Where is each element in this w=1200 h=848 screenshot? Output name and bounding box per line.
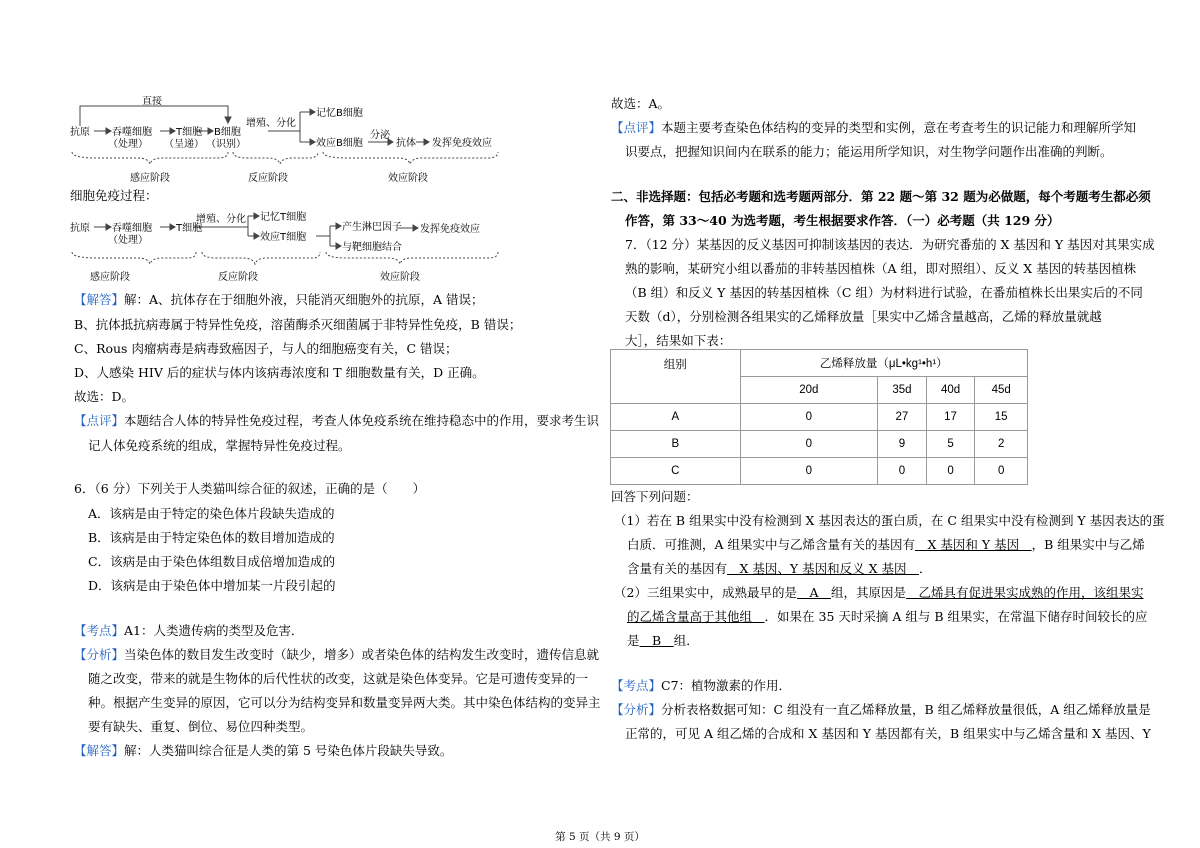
q5-review-line-2: 记人体免疫系统的组成，掌握特异性免疫过程。 [88,438,351,453]
q7-sub1-text: ，B 组果实中与乙烯 [1031,537,1145,552]
table-group-cell: B [611,431,741,458]
q6-analysis-line-4: 要有缺失、重复、倒位、易位四种类型。 [88,719,314,734]
table-row [611,431,1028,458]
table-value-cell: 0 [975,458,1028,485]
diagram2-prolif: 增殖、分化 [196,214,246,225]
q5-review-line-1: 本题结合人体的特异性免疫过程，考查人体免疫系统在维持稳态中的作用，要求考生识 [124,413,600,428]
q7-sub1-line-1: （1）若在 B 组果实中没有检测到 X 基因表达的蛋白质，在 C 组果实中没有检测到 Y 基因表达的蛋 [614,513,1165,528]
diagram-memory-b: 记忆B细胞 [316,108,363,119]
diagram2-lymphokine: 产生淋巴因子 [342,222,402,233]
table-day-cell: 35d [878,377,927,404]
diagram2-tcell: T细胞 [176,223,203,234]
q7-sub1-line-3 [627,561,931,577]
q7-stem-line-5: 大］，结果如下表： [625,333,732,348]
diagram-secrete: 分泌 [370,130,390,141]
answer-intro: 回答下列问题： [611,489,699,504]
q7-sub2-text: 是 [627,633,640,648]
q7-analysis-line-2: 正常的，可见 A 组乙烯的合成和 X 基因和 Y 基因都有关，B 组果实中与乙烯含量和 X 基因、Y [625,726,1151,741]
q6-analysis-line-1: 当染色体的数目发生改变时（缺少，增多）或者染色体的结构发生改变时，遗传信息就 [124,647,600,662]
diagram-stage-reaction: 反应阶段 [248,173,288,184]
q6-analysis [74,647,599,663]
q6-review-line-1: 本题主要考查染色体结构的变异的类型和实例，意在考查考生的识记能力和理解所学知 [661,120,1137,135]
diagram2-phagocyte: 吞噬细胞 [112,223,152,234]
diagram-stage-effect: 效应阶段 [388,173,428,184]
table-value-header: 乙烯释放量（μL•kg¹•h¹） [740,350,1027,377]
q5-choice: 故选：D。 [74,389,135,404]
diagram-bcell: B细胞 [214,127,241,138]
diagram2-target-bind: 与靶细胞结合 [342,242,402,253]
diagram-phagocyte: 吞噬细胞 [112,127,152,138]
q6-review [611,120,1136,136]
diagram-antibody: 抗体 [396,138,416,149]
diagram-antigen: 抗原 [70,127,90,138]
q5-answer-line-2: B、抗体抵抗病毒属于特异性免疫，溶菌酶杀灭细菌属于非特异性免疫，B 错误； [74,317,522,332]
point-tag: 【考点】 [611,678,662,693]
diagram2-memory-t: 记忆T细胞 [260,212,307,223]
humoral-immunity-diagram [68,96,508,188]
ethylene-release-table [610,349,1028,485]
q6-answer-text: 解：人类猫叫综合征是人类的第 5 号染色体片段缺失导致。 [124,743,453,758]
table-row [611,458,1028,485]
q7-sub2-line-1 [614,585,1144,601]
table-row [611,404,1028,431]
section-heading-line-2: 作答，第 33～40 为选考题，考生根据要求作答．（一）必考题（共 129 分） [625,213,1060,228]
table-value-cell: 27 [878,404,927,431]
q7-point [611,678,791,694]
diagram2-stage-induction: 感应阶段 [90,272,130,283]
diagram2-effector-t: 效应T细胞 [260,232,307,243]
table-value-cell: 2 [975,431,1028,458]
diagram2-stage-reaction: 反应阶段 [218,272,258,283]
q6-option-b: B．该病是由于特定染色体的数目增加造成的 [88,530,335,545]
q7-analysis [611,702,1151,718]
table-value-cell: 5 [926,431,975,458]
q5-review [74,413,599,429]
review-tag: 【点评】 [611,120,662,135]
table-value-cell: 17 [926,404,975,431]
q7-stem-line-1: 7．（12 分）某基因的反义基因可抑制该基因的表达．为研究番茄的 X 基因和 Y 基因对其果实成 [625,237,1155,252]
diagram2-effect: 发挥免疫效应 [420,224,480,235]
q7-point-text: C7：植物激素的作用． [661,678,792,693]
q7-sub1-text: ． [918,561,932,576]
review-tag: 【点评】 [74,413,125,428]
q7-sub2-text: 组． [673,633,699,648]
analysis-tag: 【分析】 [611,702,662,717]
cellular-immunity-diagram [68,206,508,286]
page-footer: 第 5 页（共 9 页） [555,831,645,843]
q6-review-line-2: 识要点，把握知识间内在联系的能力；能运用所学知识，对生物学问题作出准确的判断。 [625,144,1113,159]
table-header-row [611,350,1028,377]
table-value-cell: 0 [926,458,975,485]
q7-sub1-text: 白质．可推测，A 组果实中与乙烯含量有关的基因有 [627,537,916,552]
analysis-tag: 【分析】 [74,647,125,662]
q7-sub2-line-2 [627,609,1147,625]
point-tag: 【考点】 [74,623,125,638]
q7-analysis-line-1: 分析表格数据可知：C 组没有一直乙烯释放量，B 组乙烯释放量很低，A 组乙烯释放量是 [661,702,1151,717]
q6-option-a: A．该病是由于特定的染色体片段缺失造成的 [88,506,335,521]
answer-tag: 【解答】 [74,743,125,758]
q7-sub1-blank-2: X 基因、Y 基因和反义 X 基因 [727,561,919,576]
q5-answer [74,292,484,308]
diagram2-antigen: 抗原 [70,223,90,234]
table-day-cell: 20d [740,377,878,404]
table-value-cell: 0 [740,458,878,485]
diagram-tcell: T细胞 [176,127,203,138]
q6-analysis-line-3: 种。根据产生变异的原因，它可以分为结构变异和数量变异两大类。其中染色体结构的变异主 [88,695,601,710]
q7-sub2-text: （2）三组果实中，成熟最早的是 [614,585,797,600]
q7-sub2-text: ．如果在 35 天时采摘 A 组与 B 组果实，在常温下储存时间较长的应 [764,609,1148,624]
q6-point-text: A1：人类遗传病的类型及危害． [124,623,304,638]
q7-stem-line-3: （B 组）和反义 Y 基因的转基因植株（C 组）为材料进行试验，在番茄植株长出果实后的不同 [625,285,1143,300]
q7-stem-line-2: 熟的影响，某研究小组以番茄的非转基因植株（A 组，即对照组）、反义 X 基因的转基因植株 [625,261,1137,276]
table-value-cell: 9 [878,431,927,458]
q6-choice: 故选：A。 [611,96,671,111]
diagram-process-note: （处理） [108,139,148,150]
diagram-prolif: 增殖、分化 [246,118,296,129]
q6-stem: 6．（6 分）下列关于人类猫叫综合征的叙述，正确的是（ ） [74,481,426,496]
q7-sub1-blank-1: X 基因和 Y 基因 [915,537,1032,552]
q6-option-d: D．该病是由于染色体中增加某一片段引起的 [88,578,336,593]
table-value-cell: 0 [740,431,878,458]
diagram2-process-note: （处理） [108,235,148,246]
diagram-present-note: （呈递） [164,139,204,150]
table-value-cell: 15 [975,404,1028,431]
table-group-cell: C [611,458,741,485]
q7-sub1-line-2 [627,537,1145,553]
diagram-effector-b: 效应B细胞 [316,138,363,149]
q7-sub2-blank-3: B [639,633,674,648]
cell-immunity-title: 细胞免疫过程： [70,188,158,203]
q7-sub2-text: 组，其原因是 [831,585,907,600]
q7-sub2-line-3 [627,633,699,649]
table-day-cell: 40d [926,377,975,404]
table-value-cell: 0 [878,458,927,485]
section-heading-line-1: 二、非选择题：包括必考题和选考题两部分．第 22 题～第 32 题为必做题，每个考题考生都必须 [611,189,1151,204]
diagram-recognize-note: （识别） [206,139,246,150]
q5-answer-line-4: D、人感染 HIV 后的症状与体内该病毒浓度和 T 细胞数量有关，D 正确。 [74,365,485,380]
diagram2-stage-effect: 效应阶段 [380,272,420,283]
q6-option-c: C．该病是由于染色体组数目成倍增加造成的 [88,554,336,569]
table-group-header: 组别 [611,350,741,404]
q7-stem-line-4: 天数（d），分别检测各组果实的乙烯释放量［果实中乙烯含量越高，乙烯的释放量就越 [625,309,1102,324]
q7-sub2-blank-1: A [796,585,831,600]
diagram-stage-induction: 感应阶段 [130,173,170,184]
q6-answer [74,743,452,759]
diagram-direct-label: 直接 [142,96,162,107]
q6-analysis-line-2: 随之改变，带来的就是生物体的后代性状的改变，这就是染色体变异。它是可遗传变异的一 [88,671,589,686]
q7-sub1-text: 含量有关的基因有 [627,561,728,576]
table-group-cell: A [611,404,741,431]
table-day-cell: 45d [975,377,1028,404]
q5-answer-line-1: 解：A、抗体存在于细胞外液，只能消灭细胞外的抗原，A 错误； [124,292,484,307]
q7-sub2-blank-2: 乙烯具有促进果实成熟的作用，该组果实 [906,585,1144,600]
answer-tag: 【解答】 [74,292,125,307]
diagram-effect: 发挥免疫效应 [432,138,492,149]
q7-sub2-blank-2-cont: 的乙烯含量高于其他组 [627,609,765,624]
q5-answer-line-3: C、Rous 肉瘤病毒是病毒致癌因子，与人的细胞癌变有关，C 错误； [74,341,458,356]
q6-point [74,623,304,639]
table-value-cell: 0 [740,404,878,431]
